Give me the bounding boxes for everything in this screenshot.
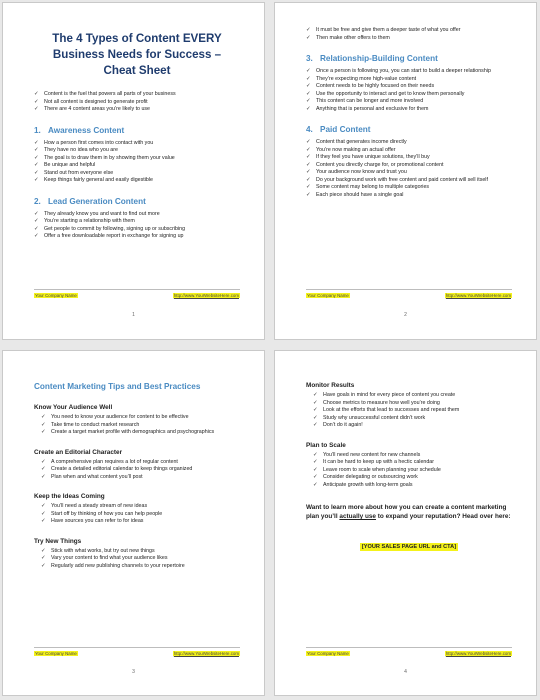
section-heading-paid: 4. Paid Content (306, 125, 371, 134)
page-3 (2, 350, 265, 696)
list-item: ✓ Some content may belong to multiple categories (306, 184, 430, 190)
check-icon: ✓ (34, 233, 39, 239)
check-icon: ✓ (34, 210, 39, 217)
footer-divider (306, 289, 512, 290)
check-icon: ✓ (313, 407, 318, 413)
page-title: The 4 Types of Content EVERY Business Needs for Success – Cheat Sheet (52, 32, 222, 77)
list-item: ✓ A comprehensive plan requires a lot of regular content (41, 458, 178, 465)
check-icon: ✓ (313, 414, 318, 421)
list-item: ✓ Your audience now know and trust you (306, 169, 407, 175)
check-icon: ✓ (313, 451, 318, 458)
check-icon: ✓ (41, 429, 46, 435)
page-2-content (306, 27, 512, 199)
scale-list (306, 452, 512, 490)
group-heading-scale: Plan to Scale (306, 441, 346, 449)
list-item: ✓ Plan when and what content you’ll post (41, 473, 143, 480)
check-icon: ✓ (34, 177, 39, 183)
footer-website-link[interactable]: http://www.YourWebsiteHere.com (445, 651, 511, 656)
list-item: ✓ It must be free and give them a deeper taste of what you offer (306, 27, 461, 33)
list-item: ✓ Consider delegating or outsourcing work (313, 474, 418, 480)
check-icon: ✓ (306, 191, 311, 198)
list-item: ✓ You’re starting a relationship with them (34, 218, 135, 224)
check-icon: ✓ (41, 518, 46, 524)
group-heading-editorial: Create an Editorial Character (34, 448, 123, 456)
list-item: ✓ Content is the fuel that powers all parts of your business (34, 91, 176, 97)
list-item: ✓ Stand out from everyone else (34, 169, 114, 176)
footer-website-link[interactable]: http://www.YourWebsiteHere.com (173, 293, 239, 298)
page-4 (274, 350, 537, 696)
monitor-list (306, 392, 512, 430)
check-icon: ✓ (306, 176, 311, 183)
page-number: 2 (404, 312, 407, 318)
check-icon: ✓ (306, 34, 311, 41)
cta-text: Want to learn more about how you can create a content marketing plan you’ll actually use to expand your reputation? Head over here: (306, 504, 511, 520)
page-1 (2, 2, 265, 340)
footer-company-name: Your Company Name (307, 651, 349, 656)
footer-divider (34, 289, 240, 290)
footer-website-link[interactable]: http://www.YourWebsiteHere.com (445, 293, 511, 298)
page-1-content (34, 31, 240, 241)
cta-box (306, 535, 512, 553)
intro-list (34, 91, 240, 114)
check-icon: ✓ (306, 68, 311, 74)
list-item: ✓ Content you directly charge for, or promotional content (306, 161, 444, 168)
new-things-list (34, 548, 240, 571)
check-icon: ✓ (41, 547, 46, 554)
check-icon: ✓ (34, 106, 39, 112)
page-number: 1 (132, 312, 135, 318)
check-icon: ✓ (306, 139, 311, 145)
list-item: ✓ Do your background work with free content and paid content will sell itself (306, 176, 488, 183)
relationship-list (306, 68, 512, 113)
check-icon: ✓ (41, 555, 46, 561)
page-4-content (306, 381, 512, 553)
list-item: ✓ Leave room to scale when planning your schedule (313, 466, 441, 473)
check-icon: ✓ (306, 154, 311, 160)
check-icon: ✓ (306, 90, 311, 97)
list-item: ✓ Regularly add new publishing channels to your repertoire (41, 562, 185, 569)
check-icon: ✓ (313, 474, 318, 480)
paid-list (306, 139, 512, 199)
group-heading-know-audience: Know Your Audience Well (34, 404, 113, 411)
check-icon: ✓ (41, 421, 46, 428)
check-icon: ✓ (34, 225, 39, 232)
page-number: 4 (404, 669, 407, 675)
check-icon: ✓ (41, 503, 46, 509)
list-item: ✓ The goal is to draw them in by showing them your value (34, 154, 175, 161)
check-icon: ✓ (306, 169, 311, 175)
check-icon: ✓ (41, 458, 46, 465)
sales-page-cta[interactable]: [YOUR SALES PAGE URL and CTA] (361, 544, 457, 550)
awareness-list (34, 140, 240, 185)
check-icon: ✓ (313, 481, 318, 488)
check-icon: ✓ (41, 510, 46, 517)
section-heading-lead-generation: 2. Lead Generation Content (34, 196, 146, 206)
list-item: ✓ Once a person is following you, you can start to build a deeper relationship (306, 68, 491, 74)
list-item: ✓ Use the opportunity to interact and get to know them personally (306, 90, 465, 97)
list-item: ✓ You’ll need a steady stream of new ideas (41, 503, 148, 509)
list-item: ✓ They have no idea who you are (34, 147, 118, 153)
tips-heading: Content Marketing Tips and Best Practices (34, 382, 201, 391)
check-icon: ✓ (313, 392, 318, 398)
footer-website-link[interactable]: http://www.YourWebsiteHere.com (173, 651, 239, 656)
list-item: ✓ Take time to conduct market research (41, 421, 140, 428)
list-item: ✓ Then make other offers to them (306, 34, 390, 41)
list-item: ✓ Study why unsuccessful content didn’t work (313, 414, 426, 421)
group-heading-ideas: Keep the Ideas Coming (34, 493, 105, 500)
list-item: ✓ Content needs to be highly focused on their needs (306, 83, 435, 89)
know-audience-list (34, 414, 240, 437)
page-footer (306, 289, 512, 299)
list-item: ✓ Create a detailed editorial calendar to keep things organized (41, 466, 193, 472)
page-3-content (34, 381, 240, 570)
footer-company-name: Your Company Name (35, 651, 77, 656)
list-item: ✓ Stick with what works, but try out new things (41, 547, 155, 554)
check-icon: ✓ (34, 218, 39, 224)
section-heading-relationship: 3. Relationship-Building Content (306, 54, 438, 63)
check-icon: ✓ (306, 75, 311, 82)
check-icon: ✓ (34, 91, 39, 97)
page-footer (306, 647, 512, 657)
footer-company-name: Your Company Name (307, 293, 349, 298)
group-heading-monitor: Monitor Results (306, 382, 355, 389)
list-item: ✓ You’re now making an actual offer (306, 146, 396, 153)
check-icon: ✓ (313, 399, 318, 406)
section-heading-awareness: 1. Awareness Content (34, 125, 125, 135)
check-icon: ✓ (313, 466, 318, 473)
list-item: ✓ Get people to commit by following, signing up or subscribing (34, 225, 186, 232)
check-icon: ✓ (313, 459, 318, 465)
check-icon: ✓ (34, 98, 39, 105)
list-item: ✓ They’re expecting more high-value content (306, 75, 417, 82)
check-icon: ✓ (41, 562, 46, 569)
check-icon: ✓ (306, 105, 311, 112)
list-item: ✓ Choose metrics to measure how well you’re doing (313, 399, 440, 406)
editorial-list (34, 459, 240, 482)
check-icon: ✓ (34, 154, 39, 161)
footer-divider (34, 647, 240, 648)
page-number: 3 (132, 669, 135, 675)
check-icon: ✓ (34, 169, 39, 176)
list-item: ✓ Have goals in mind for every piece of content you create (313, 392, 456, 398)
list-item: ✓ Start off by thinking of how you can help people (41, 510, 163, 517)
check-icon: ✓ (34, 139, 39, 146)
list-item: ✓ Be unique and helpful (34, 162, 96, 168)
list-item: ✓ Offer a free downloadable report in exchange for signing up (34, 233, 184, 239)
list-item: ✓ Each piece should have a single goal (306, 191, 404, 198)
footer-divider (306, 647, 512, 648)
list-item: ✓ You need to know your audience for content to be effective (41, 414, 189, 420)
page-footer (34, 289, 240, 299)
check-icon: ✓ (306, 184, 311, 190)
list-item: ✓ You’ll need new content for new channels (313, 451, 421, 458)
list-item: ✓ Vary your content to find what your audience likes (41, 555, 168, 561)
check-icon: ✓ (306, 83, 311, 89)
page-2 (274, 2, 537, 340)
list-item: ✓ If they feel you have unique solutions, they’ll buy (306, 154, 430, 160)
check-icon: ✓ (313, 422, 318, 428)
list-item: ✓ Create a target market profile with demographics and psychographics (41, 429, 215, 435)
list-item: ✓ Keep things fairly general and easily digestible (34, 177, 153, 183)
lead-generation-list (34, 211, 240, 241)
list-item: ✓ How a person first comes into contact with you (34, 139, 154, 146)
check-icon: ✓ (306, 98, 311, 104)
list-item: ✓ They already know you and want to find out more (34, 210, 160, 217)
page-footer (34, 647, 240, 657)
check-icon: ✓ (41, 473, 46, 480)
list-item: ✓ Don’t do it again! (313, 422, 363, 428)
list-item: ✓ Content that generates income directly (306, 139, 407, 145)
check-icon: ✓ (41, 466, 46, 472)
list-item: ✓ Anticipate growth with long-term goals (313, 481, 413, 488)
list-item: ✓ It can be hard to keep up with a hectic calendar (313, 459, 435, 465)
check-icon: ✓ (306, 27, 311, 33)
check-icon: ✓ (306, 146, 311, 153)
list-item: ✓ Have sources you can refer to for ideas (41, 518, 144, 524)
check-icon: ✓ (41, 414, 46, 420)
ideas-list (34, 503, 240, 526)
list-item: ✓ There are 4 content areas you’re likely to use (34, 106, 150, 112)
check-icon: ✓ (34, 147, 39, 153)
list-item: ✓ Anything that is personal and exclusive for them (306, 105, 429, 112)
group-heading-new-things: Try New Things (34, 537, 82, 545)
check-icon: ✓ (306, 161, 311, 168)
list-item: ✓ Look at the efforts that lead to successes and repeat them (313, 407, 460, 413)
continued-list (306, 27, 512, 42)
check-icon: ✓ (34, 162, 39, 168)
list-item: ✓ Not all content is designed to generate profit (34, 98, 148, 105)
footer-company-name: Your Company Name (35, 293, 77, 298)
list-item: ✓ This content can be longer and more involved (306, 98, 424, 104)
